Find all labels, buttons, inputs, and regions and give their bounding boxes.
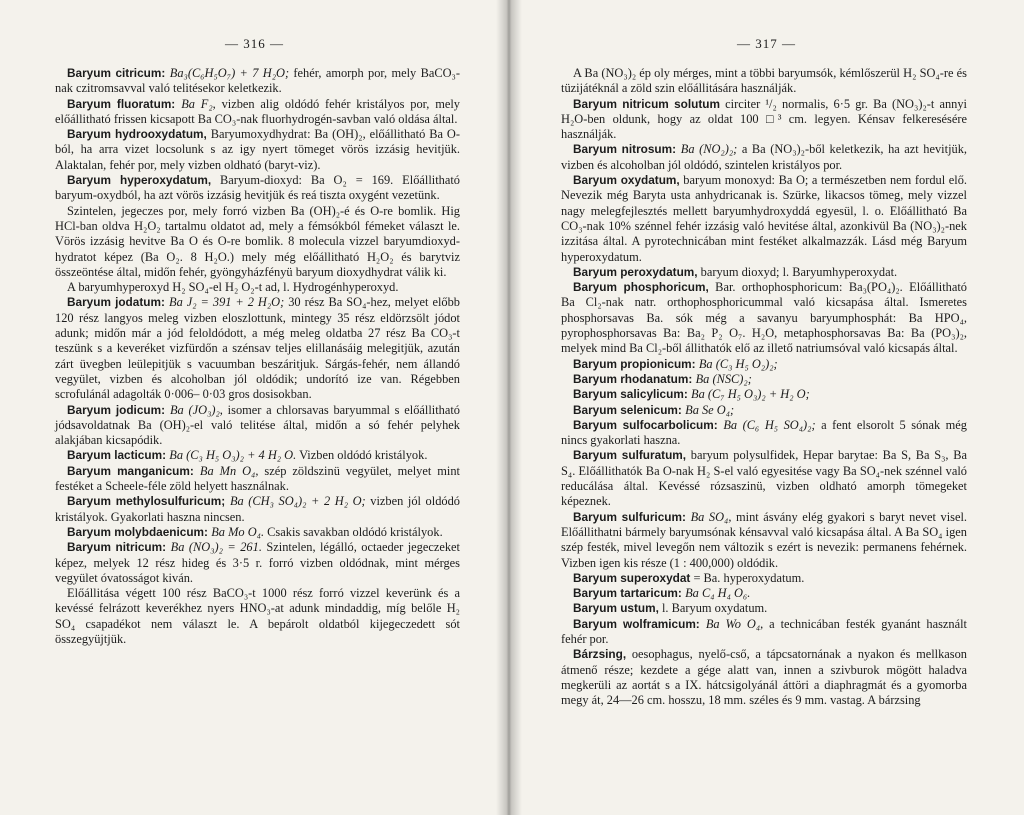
entry-formula: Ba (C₃ H₅ O₃)₂ + 4 H₂ O. bbox=[169, 448, 297, 463]
entry-text: Csakis savakban oldódó kristályok. bbox=[264, 524, 443, 539]
entry-heading: Baryum sulfocarbolicum: bbox=[573, 417, 724, 432]
entry-heading: Baryum jodicum: bbox=[67, 402, 170, 417]
entry-paragraph bbox=[561, 571, 967, 586]
entry-heading: Baryum selenicum: bbox=[573, 402, 686, 417]
entry-text: 30 rész Ba SO₄-hez, melyet előbb 120 rész langyos meleg vizben eloszlottunk, mintegy 35 rész eldörzsölt jódot adunk; midőn már a jód feloldódott, a még meleg oldatba 27 rész Ba CO₃-t teszünk s a keveréket vizfürdőn a szénsav teljes elillanásáig melegitjük, azután zárt üvegben leülepitjük s vacuumban beszáritjuk. Sárgás-fehér, nem állandó vegyület, vizben és alcoholban jól oldódik; undorító ize van. Régebben scrofulánál adagolták 0·006– 0·03 gros dosisokban. bbox=[55, 295, 460, 402]
entry-paragraph bbox=[561, 280, 967, 356]
entry-paragraph bbox=[561, 586, 967, 601]
entry-paragraph bbox=[561, 403, 967, 418]
entry-heading: Baryum nitrosum: bbox=[573, 142, 681, 157]
entry-paragraph bbox=[55, 97, 460, 128]
entry-paragraph bbox=[55, 403, 460, 449]
entry-text: baryum dioxyd; l. Baryumhyperoxydat. bbox=[697, 264, 898, 279]
entry-paragraph bbox=[561, 97, 967, 143]
entry-heading: Baryum phosphoricum, bbox=[573, 280, 709, 295]
entry-text: Vizben oldódó kristályok. bbox=[296, 448, 428, 463]
entry-paragraph bbox=[55, 494, 460, 525]
entry-paragraph bbox=[561, 510, 967, 571]
entry-text: Baryum-dioxyd: Ba O₂ = 169. Előállitható baryum-oxydból, ha azt vörös izzásig hevitjük és reá tiszta oxygént vezetünk. bbox=[55, 173, 460, 203]
entry-heading: Baryum tartaricum: bbox=[573, 586, 686, 601]
entry-paragraph bbox=[561, 617, 967, 648]
entry-paragraph bbox=[561, 357, 967, 372]
entry-paragraph bbox=[561, 448, 967, 509]
entry-paragraph bbox=[55, 525, 460, 540]
entry-paragraph bbox=[561, 66, 967, 97]
entry-text: a Ba (NO₃)₂-ből keletkezik, ha azt hevitjük, vizben és alcoholban jól oldódó, szintelen kristályos por. bbox=[561, 142, 967, 172]
entry-heading: Bárzsing, bbox=[573, 647, 627, 662]
entry-formula: Ba (C₇ H₅ O₃)₂ + H₂ O; bbox=[691, 387, 810, 402]
entry-heading: Baryum jodatum: bbox=[67, 295, 170, 310]
entry-formula: Ba (C₆ H₅ SO₄)₂; bbox=[723, 417, 816, 432]
entry-text: Bar. orthophosphoricum: Ba₃(PO₄)₂. Előállitható Ba Cl₂-nak natr. orthophosphoricummal való kicsapása által. Ismeretes phosphorsavas Ba. sók még a savanyu baryumphosphát: Ba HPO₄, pyrophosphorsavas Ba: Ba₂ P₂ O₇. H₂O, metaphosphorsavas Ba: Ba (PO₃)₂, melyek mind Ba Cl₂-ből állithatók elő az illető natriumsóval való kicsapás által. bbox=[561, 280, 967, 356]
entry-heading: Baryum rhodanatum: bbox=[573, 371, 696, 386]
entry-text: fehér, amorph por, mely BaCO₃-nak czitromsavval való telitésekor keletkezik. bbox=[55, 66, 460, 96]
entry-text: = Ba. hyperoxydatum. bbox=[690, 570, 805, 585]
entry-formula: Ba (NSC)₂; bbox=[695, 371, 752, 386]
entry-text: Szintelen, légálló, octaeder jegeczeket képez, melyek 12 rész hideg és 3·5 r. forró vizben oldódnak, mint mérges vegyület óvatosságot kiván. bbox=[55, 540, 460, 585]
entry-paragraph bbox=[55, 66, 460, 97]
entry-heading: Baryum citricum: bbox=[67, 66, 170, 80]
entry-heading: Baryum superoxydat bbox=[573, 570, 691, 585]
entry-formula: Ba Mn O₄, bbox=[199, 463, 259, 478]
entry-formula: Ba (C₃ H₅ O₂)₂; bbox=[698, 356, 778, 371]
entry-formula: Ba (JO₃)₂, bbox=[169, 402, 223, 417]
entry-heading: Baryum oxydatum, bbox=[573, 173, 680, 188]
entry-paragraph bbox=[55, 540, 460, 586]
right-text-column bbox=[561, 66, 967, 708]
entry-paragraph bbox=[561, 418, 967, 449]
entry-text: baryum monoxyd: Ba O; a természetben nem fordul elő. Nevezik még Baryta usta anhydricanak is. Szürke, likacsos tömeg, mely vizzel nagy melegfejlesztés mellett baryumhydroxyddá egyesül, l. o. Előállitható Ba CO₃-nak 10% szénnel fehér izzásig való hevitése által, azonkivül Ba (NO₃)₂-nek izzitása által. A pyrotechnicában mint festéket alkalmazzák. Lásd még Baryum hyperoxydatum. bbox=[561, 173, 968, 264]
entry-formula: Ba Se O₄; bbox=[685, 402, 735, 417]
left-page bbox=[0, 0, 509, 815]
entry-text: circiter ¹/₂ normalis, 6·5 gr. Ba (NO₃)₂-t annyi H₂O-ben oldunk, hogy az oldat 100 □³ cm. legyen. Kénsav felkeresésére használják. bbox=[561, 96, 967, 142]
entry-text: oesophagus, nyelő-cső, a tápcsatornának a nyakon és mellkason átmenő része; kezdete a gége alatt van, innen a szivburok mögött haladva megkerüli az aortát s a IX. hátcsigolyánál áttöri a diaphragmát és a gyomorba megy át, 24—26 cm. hosszu, 18 mm. széles és 9 mm. vastag. A bárzsing bbox=[561, 647, 967, 708]
entry-text: szép zöldszinü vegyület, melyet mint festéket a Scheele-féle zöld helyett használnak. bbox=[55, 463, 460, 494]
entry-paragraph bbox=[55, 586, 460, 647]
entry-heading: Baryum hydrooxydatum, bbox=[67, 127, 207, 142]
entry-formula: Ba (CH₃ SO₄)₂ + 2 H₂ O; bbox=[229, 494, 366, 509]
entry-heading: Baryum peroxydatum, bbox=[573, 264, 698, 279]
entry-heading: Baryum salicylicum: bbox=[573, 387, 692, 402]
entry-text: a technicában festék gyanánt használt fehér por. bbox=[561, 616, 967, 646]
entry-paragraph bbox=[561, 142, 967, 173]
book-gutter bbox=[496, 0, 522, 815]
entry-paragraph bbox=[561, 387, 967, 402]
entry-text: isomer a chlorsavas baryummal s előállitható jódsavoldatnak Ba (OH)₂-el való telitése által, midőn a só fehér pelyhek alakjában kicsapódik. bbox=[55, 402, 460, 448]
page-number: — 317 — bbox=[737, 36, 796, 51]
entry-text: vizben alig oldódó fehér kristályos por, mely előállitható frissen kicsapott Ba CO₃-nak fluorhydrogén-savban való oldása által. bbox=[55, 96, 460, 126]
entry-heading: Baryum propionicum: bbox=[573, 356, 699, 371]
entry-text: mint ásvány elég gyakori s baryt nevet visel. Előállithatni bármely baryumsónak kénsavval való kicsapása által. A Ba SO₄ igen szép festék, mivel levegőn nem változik s ezért is nevezik: permanens fehérnek. Vizben igen kis része (1 : 400,000) oldódik. bbox=[561, 509, 967, 570]
entry-text: Szintelen, jegeczes por, mely forró vizben Ba (OH)₂-é és O-re bomlik. Hig HCl-ban oldva H₂O₂ tartalmu oldatot ad, mely a fémsókból fémeket választ le. Vörös izzásig hevitve Ba O és O-re bomlik. 8 molecula vizzel baryumdioxyd-hydratot képez (Ba O₂. 8 H₂O.) mely még előállitható H₂O₂ és barytviz összeöntése által, midőn fehér, gyöngyházfényü baryum dioxydhydrat válik ki. bbox=[55, 203, 460, 279]
entry-heading: Baryum nitricum: bbox=[67, 540, 171, 555]
entry-heading: Baryum methylosulfuricum; bbox=[67, 494, 230, 509]
entry-paragraph bbox=[561, 601, 967, 616]
entry-text: baryum polysulfidek, Hepar barytae: Ba S, Ba S₃, Ba S₄. Előállithatók Ba O-nak H₂ S-el való egyesitése vagy Ba SO₄-nek szénnel való reducálása által. Kevéssé rózsaszinü, vizben oldható amorph tömegeket képeznek. bbox=[561, 448, 967, 509]
entry-formula: Ba (NO₂)₂; bbox=[680, 142, 738, 157]
entry-heading: Baryum fluoratum: bbox=[67, 96, 182, 111]
entry-formula: Ba Mo O₄. bbox=[211, 524, 265, 539]
entry-formula: Ba SO₄, bbox=[690, 509, 732, 524]
entry-paragraph bbox=[55, 127, 460, 173]
entry-paragraph bbox=[55, 295, 460, 402]
entry-paragraph bbox=[561, 265, 967, 280]
entry-paragraph bbox=[55, 464, 460, 495]
entry-paragraph bbox=[55, 173, 460, 204]
entry-paragraph bbox=[55, 204, 460, 280]
entry-heading: Baryum nitricum solutum bbox=[573, 96, 720, 111]
entry-paragraph bbox=[561, 647, 967, 708]
entry-heading: Baryum lacticum: bbox=[67, 448, 170, 463]
entry-formula: Ba F₂, bbox=[181, 96, 216, 111]
entry-text: a fent elsorolt 5 sónak még nincs gyakorlati haszna. bbox=[561, 417, 967, 448]
entry-text: l. Baryum oxydatum. bbox=[658, 601, 768, 616]
right-page bbox=[509, 0, 1024, 815]
entry-heading: Baryum manganicum: bbox=[67, 463, 200, 478]
page-number: — 316 — bbox=[225, 36, 284, 51]
entry-heading: Baryum ustum, bbox=[573, 601, 659, 616]
entry-text: Baryumoxydhydrat: Ba (OH)₂, előállitható Ba O-ból, ha arra vizet locsolunk s az igy nyert tömeget vörös izzásig hevitjük. Alaktalan, fehér por, mely vizben oldható (baryt-viz). bbox=[55, 127, 460, 172]
entry-paragraph bbox=[55, 448, 460, 463]
entry-formula: Ba C₄ H₄ O₆. bbox=[685, 586, 751, 601]
entry-text: A Ba (NO₃)₂ ép oly mérges, mint a többi baryumsók, kémlőszerül H₂ SO₄-re és tüzijátéknál a zöld szin előállitására használják. bbox=[561, 66, 967, 96]
entry-paragraph bbox=[561, 372, 967, 387]
entry-formula: Ba (NO₃)₂ = 261. bbox=[170, 540, 262, 555]
entry-formula: Ba Wo O₄, bbox=[705, 616, 764, 631]
entry-formula: Ba J₂ = 391 + 2 H₂O; bbox=[169, 295, 285, 310]
entry-heading: Baryum hyperoxydatum, bbox=[67, 173, 212, 188]
entry-paragraph bbox=[55, 280, 460, 295]
entry-text: A baryumhyperoxyd H₂ SO₄-el H₂ O₂-t ad, l. Hydrogénhyperoxyd. bbox=[67, 280, 399, 295]
entry-heading: Baryum sulfuricum: bbox=[573, 509, 691, 524]
entry-paragraph bbox=[561, 173, 967, 265]
entry-text: vizben jól oldódó kristályok. Gyakorlati haszna nincsen. bbox=[55, 494, 460, 524]
left-text-column bbox=[55, 66, 460, 647]
entry-heading: Baryum molybdaenicum: bbox=[67, 524, 212, 539]
entry-text: Előállitása végett 100 rész BaCO₃-t 1000 rész forró vizzel keverünk és a kevéssé felrázott keverékhez nyers HNO₃-at adunk mindaddig, míg belőle H₂ SO₄ csapadékot nem választ le. A bepárolt oldatból kijegeczedett sót összegyüjtjük. bbox=[55, 586, 460, 646]
entry-formula: Ba₃(C₆H₅O₇) + 7 H₂O; bbox=[169, 66, 290, 80]
entry-heading: Baryum sulfuratum, bbox=[573, 448, 687, 463]
entry-heading: Baryum wolframicum: bbox=[573, 616, 706, 631]
